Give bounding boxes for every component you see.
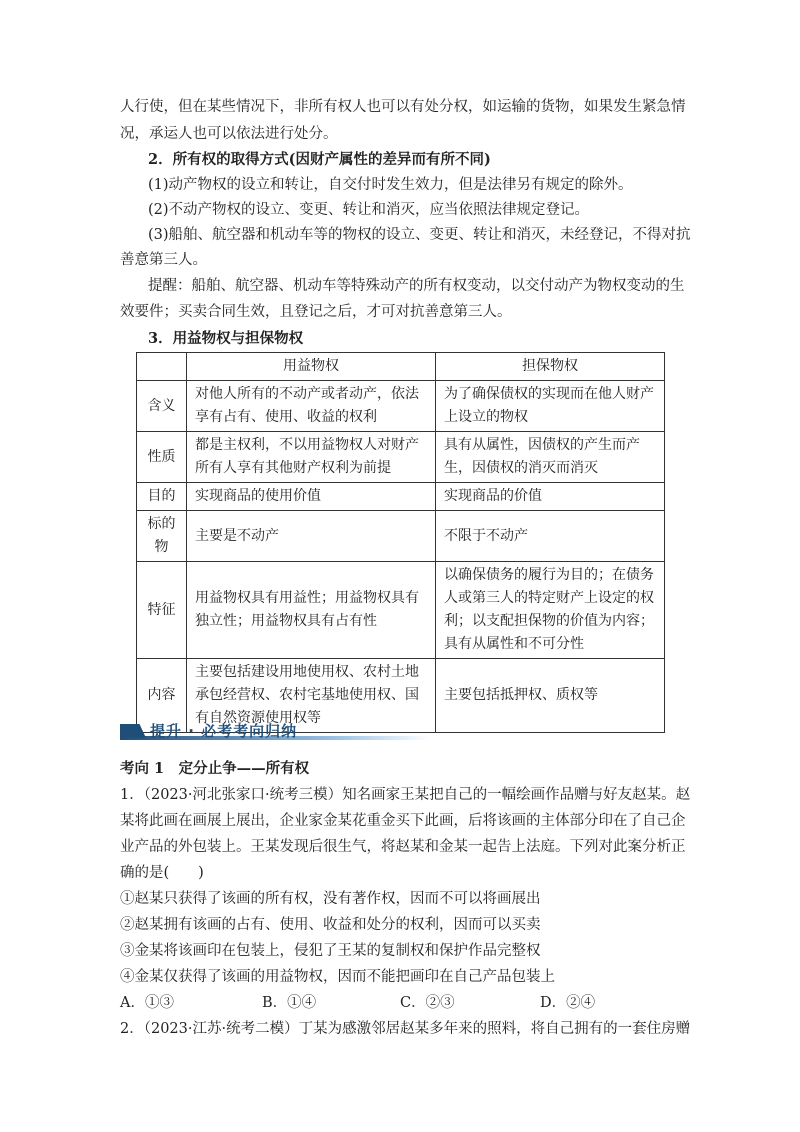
table-cell: 为了确保债权的实现而在他人财产上设立的物权: [436, 381, 665, 432]
table-cell: 以确保债务的履行为目的；在债务人或第三人的特定财产上设定的权利；以支配担保物的价值为内容；具有从属性和不可分性: [436, 562, 665, 659]
table-cell: 实现商品的使用价值: [187, 483, 436, 511]
tip-line: 效要件；买卖合同生效，且登记之后，才可对抗善意第三人。: [120, 304, 512, 320]
kaoxiang-heading: 考向 1 定分止争——所有权: [120, 760, 310, 777]
question-2-stem: 2．（2023·江苏·统考二模）丁某为感激邻居赵某多年来的照料，将自己拥有的一套住房赠: [120, 1021, 691, 1037]
section-2-item-2: (2)不动产物权的设立、变更、转让和消灭，应当依照法律规定登记。: [148, 202, 590, 218]
table-row: [137, 432, 665, 483]
table-header-row: [137, 353, 665, 381]
statement-4: ④金某仅获得了该画的用益物权，因而不能把画印在自己产品包装上: [120, 969, 555, 985]
question-stem: 某将此画在画展上展出，企业家金某花重金买下此画，后将该画的主体部分印在了自己企: [120, 813, 686, 829]
table-row: [137, 483, 665, 511]
table-cell: 主要包括建设用地使用权、农村土地承包经营权、农村宅基地使用权、国有自然资源使用权等: [187, 659, 436, 733]
section-2-item-3: (3)船舶、航空器和机动车等的物权的设立、变更、转让和消灭，未经登记，不得对抗: [148, 227, 691, 243]
table-cell: 对他人所有的不动产或者动产，依法享有占有、使用、收益的权利: [187, 381, 436, 432]
para-line: 人行使，但在某些情况下，非所有权人也可以有处分权，如运输的货物，如果发生紧急情: [120, 99, 686, 115]
section-3-heading: 3．用益物权与担保物权: [148, 330, 304, 347]
statement-1: ①赵某只获得了该画的所有权，没有著作权，因而不可以将画展出: [120, 891, 541, 907]
table-col-header: 担保物权: [436, 353, 665, 381]
table-cell: 都是主权利，不以用益物权人对财产所有人享有其他财产权利为前提: [187, 432, 436, 483]
rights-comparison-table: [136, 352, 665, 733]
table-row-header: 特征: [137, 562, 187, 659]
option-d: D．②④: [540, 995, 596, 1011]
banner-mark-icon: [120, 724, 146, 738]
statement-3: ③金某将该画印在包装上，侵犯了王某的复制权和保护作品完整权: [120, 943, 541, 959]
section-2-item-1: (1)动产物权的设立和转让，自交付时发生效力，但是法律另有规定的除外。: [148, 177, 633, 193]
question-stem: 业产品的外包装上。王某发现后很生气，将赵某和金某一起告上法庭。下列对此案分析正: [120, 839, 686, 855]
table-row: [137, 511, 665, 562]
table-cell: 主要是不动产: [187, 511, 436, 562]
section-2-heading: 2．所有权的取得方式(因财产属性的差异而有所不同): [148, 151, 491, 168]
statement-2: ②赵某拥有该画的占有、使用、收益和处分的权利，因而可以买卖: [120, 917, 541, 933]
banner-title: 提升 · 必考考向归纳: [150, 722, 298, 740]
option-b: B．①④: [262, 995, 317, 1011]
table-cell: 具有从属性，因债权的产生而产生，因债权的消灭而消灭: [436, 432, 665, 483]
table-row: [137, 381, 665, 432]
table-row-header: 目的: [137, 483, 187, 511]
table-cell: 用益物权具有用益性；用益物权具有独立性；用益物权具有占有性: [187, 562, 436, 659]
para-line: 况，承运人也可以依法进行处分。: [120, 126, 338, 142]
question-stem: 确的是( ): [120, 865, 204, 881]
tip-line: 提醒：船舶、航空器、机动车等特殊动产的所有权变动，以交付动产为物权变动的生: [148, 278, 685, 294]
question-stem: 1．（2023·河北张家口·统考三模）知名画家王某把自己的一幅绘画作品赠与好友赵某。赵: [120, 787, 691, 803]
table-row: [137, 562, 665, 659]
option-c: C．②③: [400, 995, 455, 1011]
section-2-item-3-cont: 善意第三人。: [120, 252, 207, 268]
table-row-header: 标的物: [137, 511, 187, 562]
table-cell: 实现商品的价值: [436, 483, 665, 511]
section-banner: [120, 722, 430, 744]
option-a: A．①③: [120, 995, 174, 1011]
table-col-header: 用益物权: [187, 353, 436, 381]
table-corner-cell: [137, 353, 187, 381]
table-cell: 主要包括抵押权、质权等: [436, 659, 665, 733]
table-row-header: 性质: [137, 432, 187, 483]
table-row-header: 内容: [137, 659, 187, 733]
table-cell: 不限于不动产: [436, 511, 665, 562]
table-row-header: 含义: [137, 381, 187, 432]
